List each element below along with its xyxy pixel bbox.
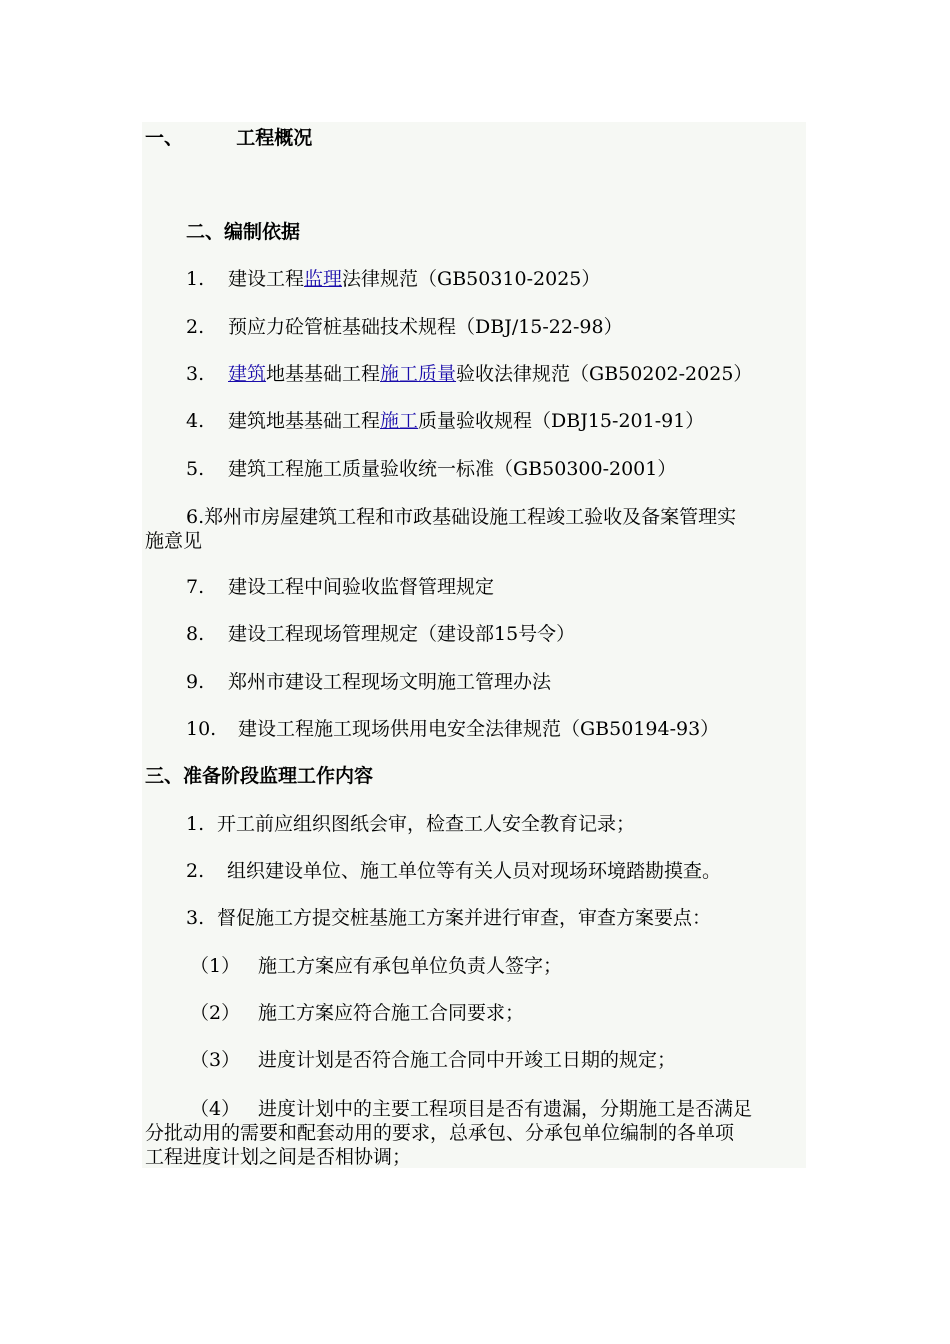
basis-item <box>186 457 676 481</box>
basis-item-link[interactable]: 监理 <box>304 268 343 290</box>
basis-item-6-line2: 施意见 <box>145 530 203 552</box>
basis-item-text: 验收法律规范（GB50202-2025） <box>456 363 753 385</box>
basis-item-text: 地基基础工程 <box>266 363 381 385</box>
review-item <box>190 1048 676 1072</box>
basis-item-link[interactable]: 施工 <box>380 410 419 432</box>
basis-item-number: 1. <box>186 268 205 290</box>
basis-item-number: 3. <box>186 363 205 385</box>
review-item-4-line1 <box>190 1097 752 1121</box>
review-item-number: （2） <box>190 1002 241 1024</box>
review-item <box>190 954 562 978</box>
prep-item-number: 2. <box>186 860 205 882</box>
basis-item-link[interactable]: 施工质量 <box>380 363 457 385</box>
review-item-text: 进度计划是否符合施工合同中开竣工日期的规定； <box>258 1049 677 1071</box>
basis-item-number: 4. <box>186 410 205 432</box>
prep-item <box>186 906 711 930</box>
review-item-4-line3: 工程进度计划之间是否相协调； <box>145 1146 412 1168</box>
section-1-number: 一、 <box>145 127 184 149</box>
basis-item-text: 法律规范（GB50310-2025） <box>342 268 601 290</box>
review-item-text: 施工方案应有承包单位负责人签字； <box>258 955 563 977</box>
prep-item-text: 开工前应组织图纸会审，检查工人安全教育记录； <box>217 813 636 835</box>
basis-item-text: 预应力砼管桩基础技术规程（DBJ/15-22-98） <box>228 316 623 338</box>
basis-item-text: 质量验收规程（DBJ15-201-91） <box>418 410 705 432</box>
basis-item <box>186 409 704 433</box>
basis-item-text: 建筑地基基础工程 <box>228 410 381 432</box>
basis-item-number: 2. <box>186 316 205 338</box>
prep-item <box>186 812 635 836</box>
basis-item <box>186 622 575 646</box>
basis-item <box>186 267 600 291</box>
basis-item-6-line1: 6.郑州市房屋建筑工程和市政基础设施工程竣工验收及备案管理实 <box>186 506 737 528</box>
section-3-heading: 三、准备阶段监理工作内容 <box>145 765 374 787</box>
review-item-4-text1: 进度计划中的主要工程项目是否有遗漏，分期施工是否满足 <box>258 1098 753 1120</box>
basis-item <box>186 575 494 599</box>
basis-item-text: 建设工程现场管理规定（建设部15号令） <box>228 623 576 645</box>
prep-item-text: 督促施工方提交桩基施工方案并进行审查，审查方案要点： <box>217 907 712 929</box>
basis-item-text: 建设工程中间验收监督管理规定 <box>228 576 495 598</box>
basis-item-number: 7. <box>186 576 205 598</box>
review-item-4-line2: 分批动用的需要和配套动用的要求，总承包、分承包单位编制的各单项 <box>145 1122 735 1144</box>
basis-item-number: 9. <box>186 671 205 693</box>
prep-item <box>186 859 721 883</box>
section-2-heading: 二、编制依据 <box>186 221 301 243</box>
basis-item <box>186 717 719 741</box>
basis-item <box>186 315 623 339</box>
basis-item-link[interactable]: 建筑 <box>228 363 267 385</box>
basis-item-text: 建设工程 <box>228 268 305 290</box>
review-item-number: （3） <box>190 1049 241 1071</box>
basis-item-number: 5. <box>186 458 205 480</box>
review-item-number: （1） <box>190 955 241 977</box>
basis-item-text: 建设工程施工现场供用电安全法律规范（GB50194-93） <box>238 718 720 740</box>
section-1-heading <box>145 126 312 150</box>
basis-item-text: 建筑工程施工质量验收统一标准（GB50300-2001） <box>228 458 677 480</box>
review-item-4-number: （4） <box>190 1098 241 1120</box>
basis-item-text: 郑州市建设工程现场文明施工管理办法 <box>228 671 552 693</box>
basis-item <box>186 362 752 386</box>
basis-item <box>186 670 551 694</box>
basis-item-number: 10. <box>186 718 217 740</box>
section-1-title: 工程概况 <box>236 127 313 149</box>
prep-item-text: 组织建设单位、施工单位等有关人员对现场环境踏勘摸查。 <box>227 860 722 882</box>
prep-item-number: 1. <box>186 813 205 835</box>
review-item-text: 施工方案应符合施工合同要求； <box>258 1002 525 1024</box>
basis-item-number: 8. <box>186 623 205 645</box>
review-item <box>190 1001 524 1025</box>
prep-item-number: 3. <box>186 907 205 929</box>
